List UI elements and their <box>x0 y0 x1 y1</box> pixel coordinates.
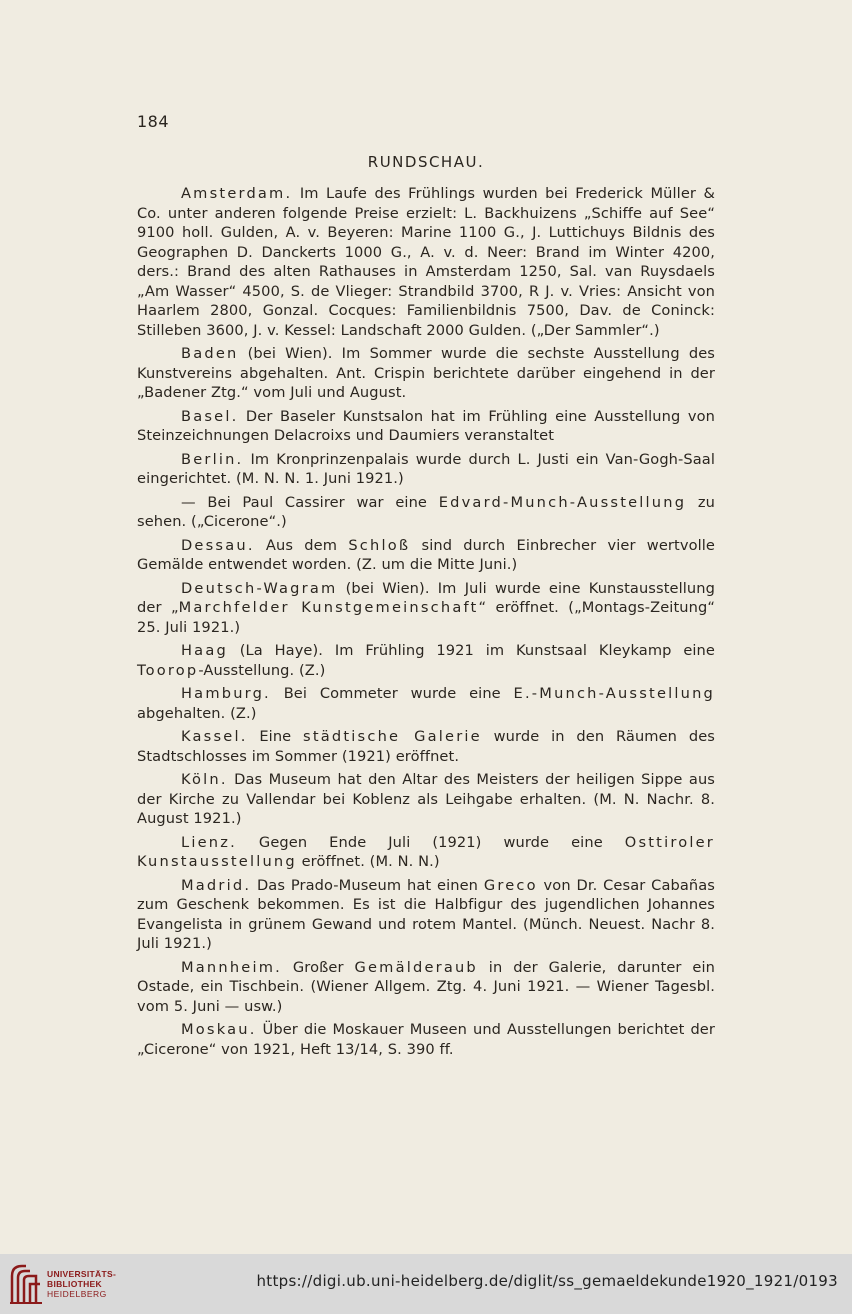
paragraph <box>137 536 715 575</box>
place-name: Lienz. <box>181 833 237 851</box>
library-name-line2: BIBLIOTHEK <box>47 1279 102 1289</box>
paragraph-text: Über die Moskauer Museen und Ausstellungen berichtet der „Cicerone“ von 1921, Heft 13/14, S. 390 ff. <box>137 1021 715 1058</box>
paragraph-text: (bei Wien). Im Juli wurde eine Kunstausstellung der „ <box>137 579 715 616</box>
place-name: Deutsch-Wagram <box>181 579 338 597</box>
paragraph-text: Eine <box>247 728 304 745</box>
emphasized-text: Osttiroler Kunstausstellung <box>137 833 715 870</box>
emphasized-text: Gemälderaub <box>354 958 478 976</box>
place-name: Hamburg. <box>181 685 271 702</box>
paragraph-text: Bei Commeter wurde eine <box>270 685 514 702</box>
paragraph-text-continued: -Ausstellung. (Z.) <box>198 661 326 679</box>
emphasized-text: Toorop <box>137 661 199 679</box>
emphasized-text: Greco <box>483 876 538 894</box>
emphasized-text: E.-Munch-Ausstellung <box>513 685 715 702</box>
section-heading: RUNDSCHAU. <box>367 153 485 171</box>
place-name: Moskau. <box>181 1021 257 1038</box>
place-name: Dessau. <box>181 536 255 554</box>
paragraph-text: Aus dem <box>254 536 349 554</box>
place-name: Basel. <box>181 407 239 425</box>
page-number: 184 <box>137 112 170 131</box>
paragraph <box>137 450 715 489</box>
paragraph-text-continued: abgehalten. (Z.) <box>137 704 257 722</box>
emphasized-text: Marchfelder Kunstgemeinschaft <box>178 599 479 616</box>
paragraph-text-continued: wurde in den Räumen des Stadtschlosses im Sommer (1921) eröffnet. <box>137 728 715 765</box>
library-name-line1: UNIVERSITÄTS- <box>47 1269 117 1279</box>
place-name: Kassel. <box>181 728 248 745</box>
paragraph-text: zu sehen. („Cicerone“.) <box>137 493 715 530</box>
paragraph <box>137 876 715 954</box>
university-library-logo-icon <box>8 1262 44 1306</box>
paragraph-text: Im Kronprinzenpalais wurde durch L. Justi ein Van-Gogh-Saal eingerichtet. (M. N. N. 1. Juni 1921.) <box>137 450 715 487</box>
paragraph-text-continued: sind durch Einbrecher vier wertvolle Gemälde entwendet worden. (Z. um die Mitte Juni.) <box>137 536 715 573</box>
paragraph <box>137 407 715 446</box>
library-name-line3: HEIDELBERG <box>47 1289 107 1299</box>
paragraph-text: (La Haye). Im Frühling 1921 im Kunstsaal Kleykamp eine <box>227 642 715 659</box>
paragraph-text: (bei Wien). Im Sommer wurde die sechste Ausstellung des Kunstvereins abgehalten. Ant. Crispin berichtete darüber eingehend in der „Badener Ztg.“ vom Juli und August. <box>137 345 715 401</box>
paragraph-text-continued: von Dr. Cesar Cabañas zum Geschenk bekommen. Es ist die Halbfigur des jugendlichen Johannes Evangelista in grünem Gewand und rotem Mantel. (Münch. Neuest. Nachr 8. Juli 1921.) <box>137 876 715 952</box>
paragraph-text: Das Museum hat den Altar des Meisters der heiligen Sippe aus der Kirche zu Vallendar bei Koblenz als Leihgabe erhalten. (M. N. Nachr. 8. August 1921.) <box>137 771 715 827</box>
paragraph <box>137 344 715 403</box>
paragraph <box>137 641 715 680</box>
place-name: Amsterdam. <box>181 185 293 202</box>
article-body <box>137 184 715 1063</box>
footer-bar <box>0 1254 852 1314</box>
paragraph-text: Der Baseler Kunstsalon hat im Frühling eine Ausstellung von Steinzeichnungen Delacroixs und Daumiers veranstaltet <box>137 407 715 444</box>
paragraph <box>137 770 715 829</box>
permalink-url[interactable]: https://digi.ub.uni-heidelberg.de/diglit/ss_gemaeldekunde1920_1921/0193 <box>256 1272 838 1290</box>
place-name: Haag <box>181 642 228 659</box>
emphasized-text: städtische Galerie <box>303 728 482 745</box>
paragraph <box>137 833 715 872</box>
paragraph-text: Im Laufe des Frühlings wurden bei Frederick Müller & Co. unter anderen folgende Preise erzielt: L. Backhuizens „Schiffe auf See“ 9100 holl. Gulden, A. v. Beyeren: Marine 1100 G., J. Luttichuys Bildnis des Geographen D. Danckerts 1000 G., A. v. d. Neer: Brand im Winter 4200, ders.: Brand des alten Rathauses in Amsterdam 1250, Sal. van Ruysdaels „Am Wasser“ 4500, S. de Vlieger: Strandbild 3700, R J. v. Vries: Ansicht von Haarlem 2800, Gonzal. Cocques: Familienbildnis 7500, Dav. de Coninck: Stilleben 3600, J. v. Kessel: Landschaft 2000 Gulden. („Der Sammler“.) <box>137 185 715 339</box>
paragraph-text: Großer <box>281 958 355 976</box>
paragraph <box>137 727 715 766</box>
paragraph <box>137 958 715 1017</box>
paragraph <box>137 493 715 532</box>
paragraph-text-continued: in der Galerie, darunter ein Ostade, ein Tischbein. (Wiener Allgem. Ztg. 4. Juni 1921. — Wiener Tagesbl. vom 5. Juni — usw.) <box>137 958 715 1015</box>
place-name: Baden <box>181 345 239 362</box>
paragraph <box>137 184 715 340</box>
place-name: Berlin. <box>181 450 244 468</box>
place-name: Mannheim. <box>181 958 282 976</box>
paragraph <box>137 684 715 723</box>
paragraph-text-continued: eröffnet. (M. N. N.) <box>296 853 440 870</box>
place-name: Köln. <box>181 771 228 788</box>
paragraph-text: Gegen Ende Juli (1921) wurde eine <box>236 833 625 851</box>
library-name <box>47 1269 116 1299</box>
emphasized-text: Edvard-Munch-Ausstellung <box>438 493 687 511</box>
paragraph-text-continued: “ eröffnet. („Montags-Zeitung“ 25. Juli 1921.) <box>137 599 715 636</box>
place-name: Madrid. <box>181 876 252 894</box>
paragraph <box>137 579 715 638</box>
emphasized-text: Schloß <box>348 536 411 554</box>
place-name: — Bei Paul Cassirer war eine <box>181 493 439 511</box>
paragraph-text: Das Prado-Museum hat einen <box>251 876 484 894</box>
paragraph <box>137 1020 715 1059</box>
